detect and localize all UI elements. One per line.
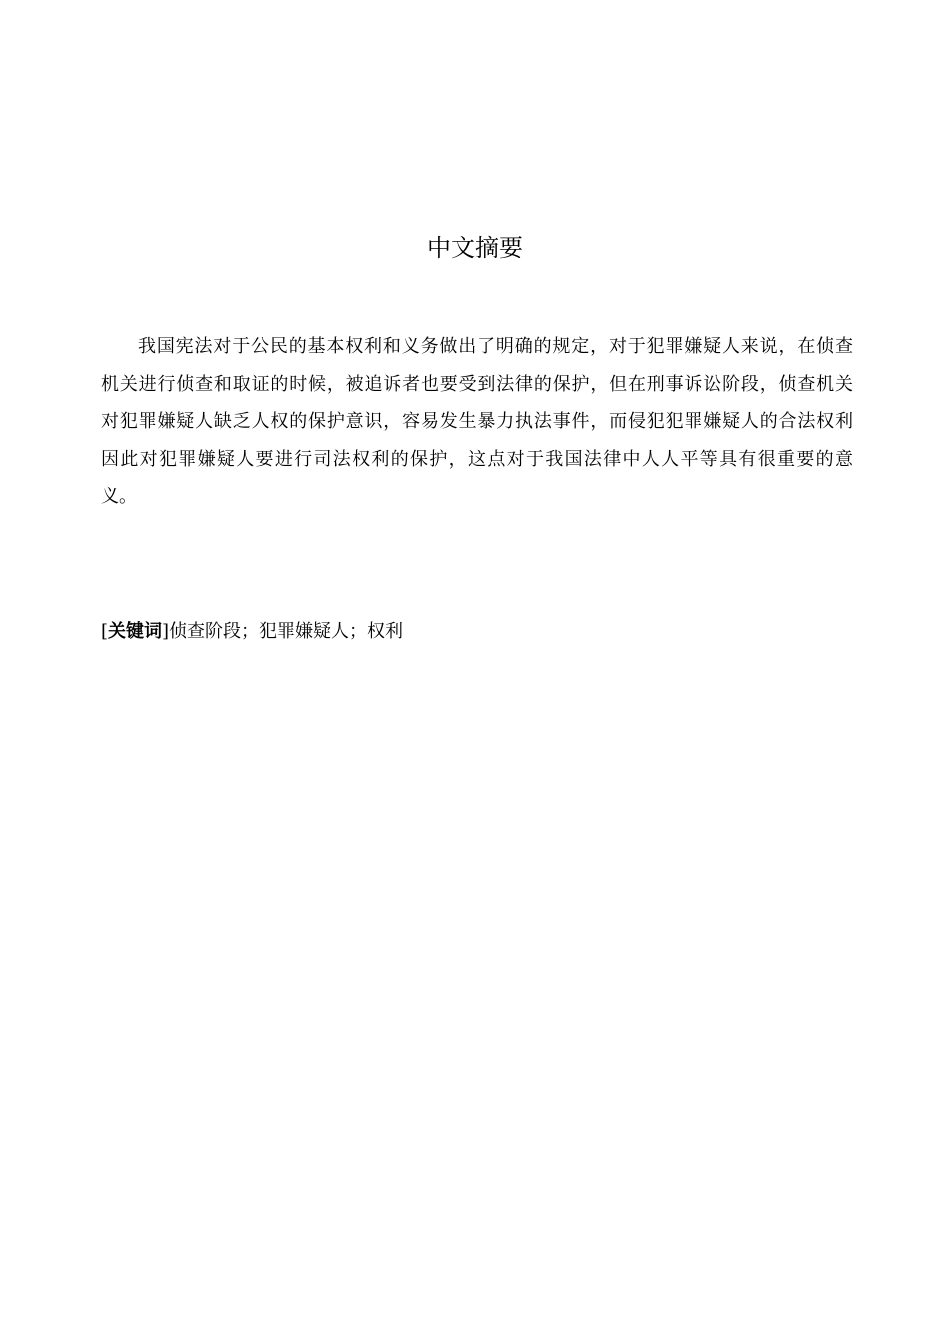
abstract-body: [101, 328, 853, 516]
abstract-line: 对犯罪嫌疑人缺乏人权的保护意识，容易发生暴力执法事件，而侵犯犯罪嫌疑人的合法权利: [101, 411, 853, 432]
keywords-text: 侦查阶段；犯罪嫌疑人；权利: [169, 621, 404, 642]
abstract-line: 我国宪法对于公民的基本权利和义务做出了明确的规定，对于犯罪嫌疑人来说，在侦查: [138, 336, 853, 357]
page-title: 中文摘要: [427, 234, 523, 262]
abstract-line: 义。: [101, 486, 137, 507]
abstract-line: 因此对犯罪嫌疑人要进行司法权利的保护，这点对于我国法律中人人平等具有很重要的意: [101, 448, 853, 470]
keywords-line: [101, 614, 403, 650]
keywords-label: 关键词: [108, 621, 163, 642]
keywords-close-bracket: ]: [162, 621, 170, 642]
keywords-open-bracket: [: [101, 621, 109, 642]
abstract-line: 机关进行侦查和取证的时候，被追诉者也要受到法律的保护，但在刑事诉讼阶段，侦查机关: [101, 373, 853, 395]
